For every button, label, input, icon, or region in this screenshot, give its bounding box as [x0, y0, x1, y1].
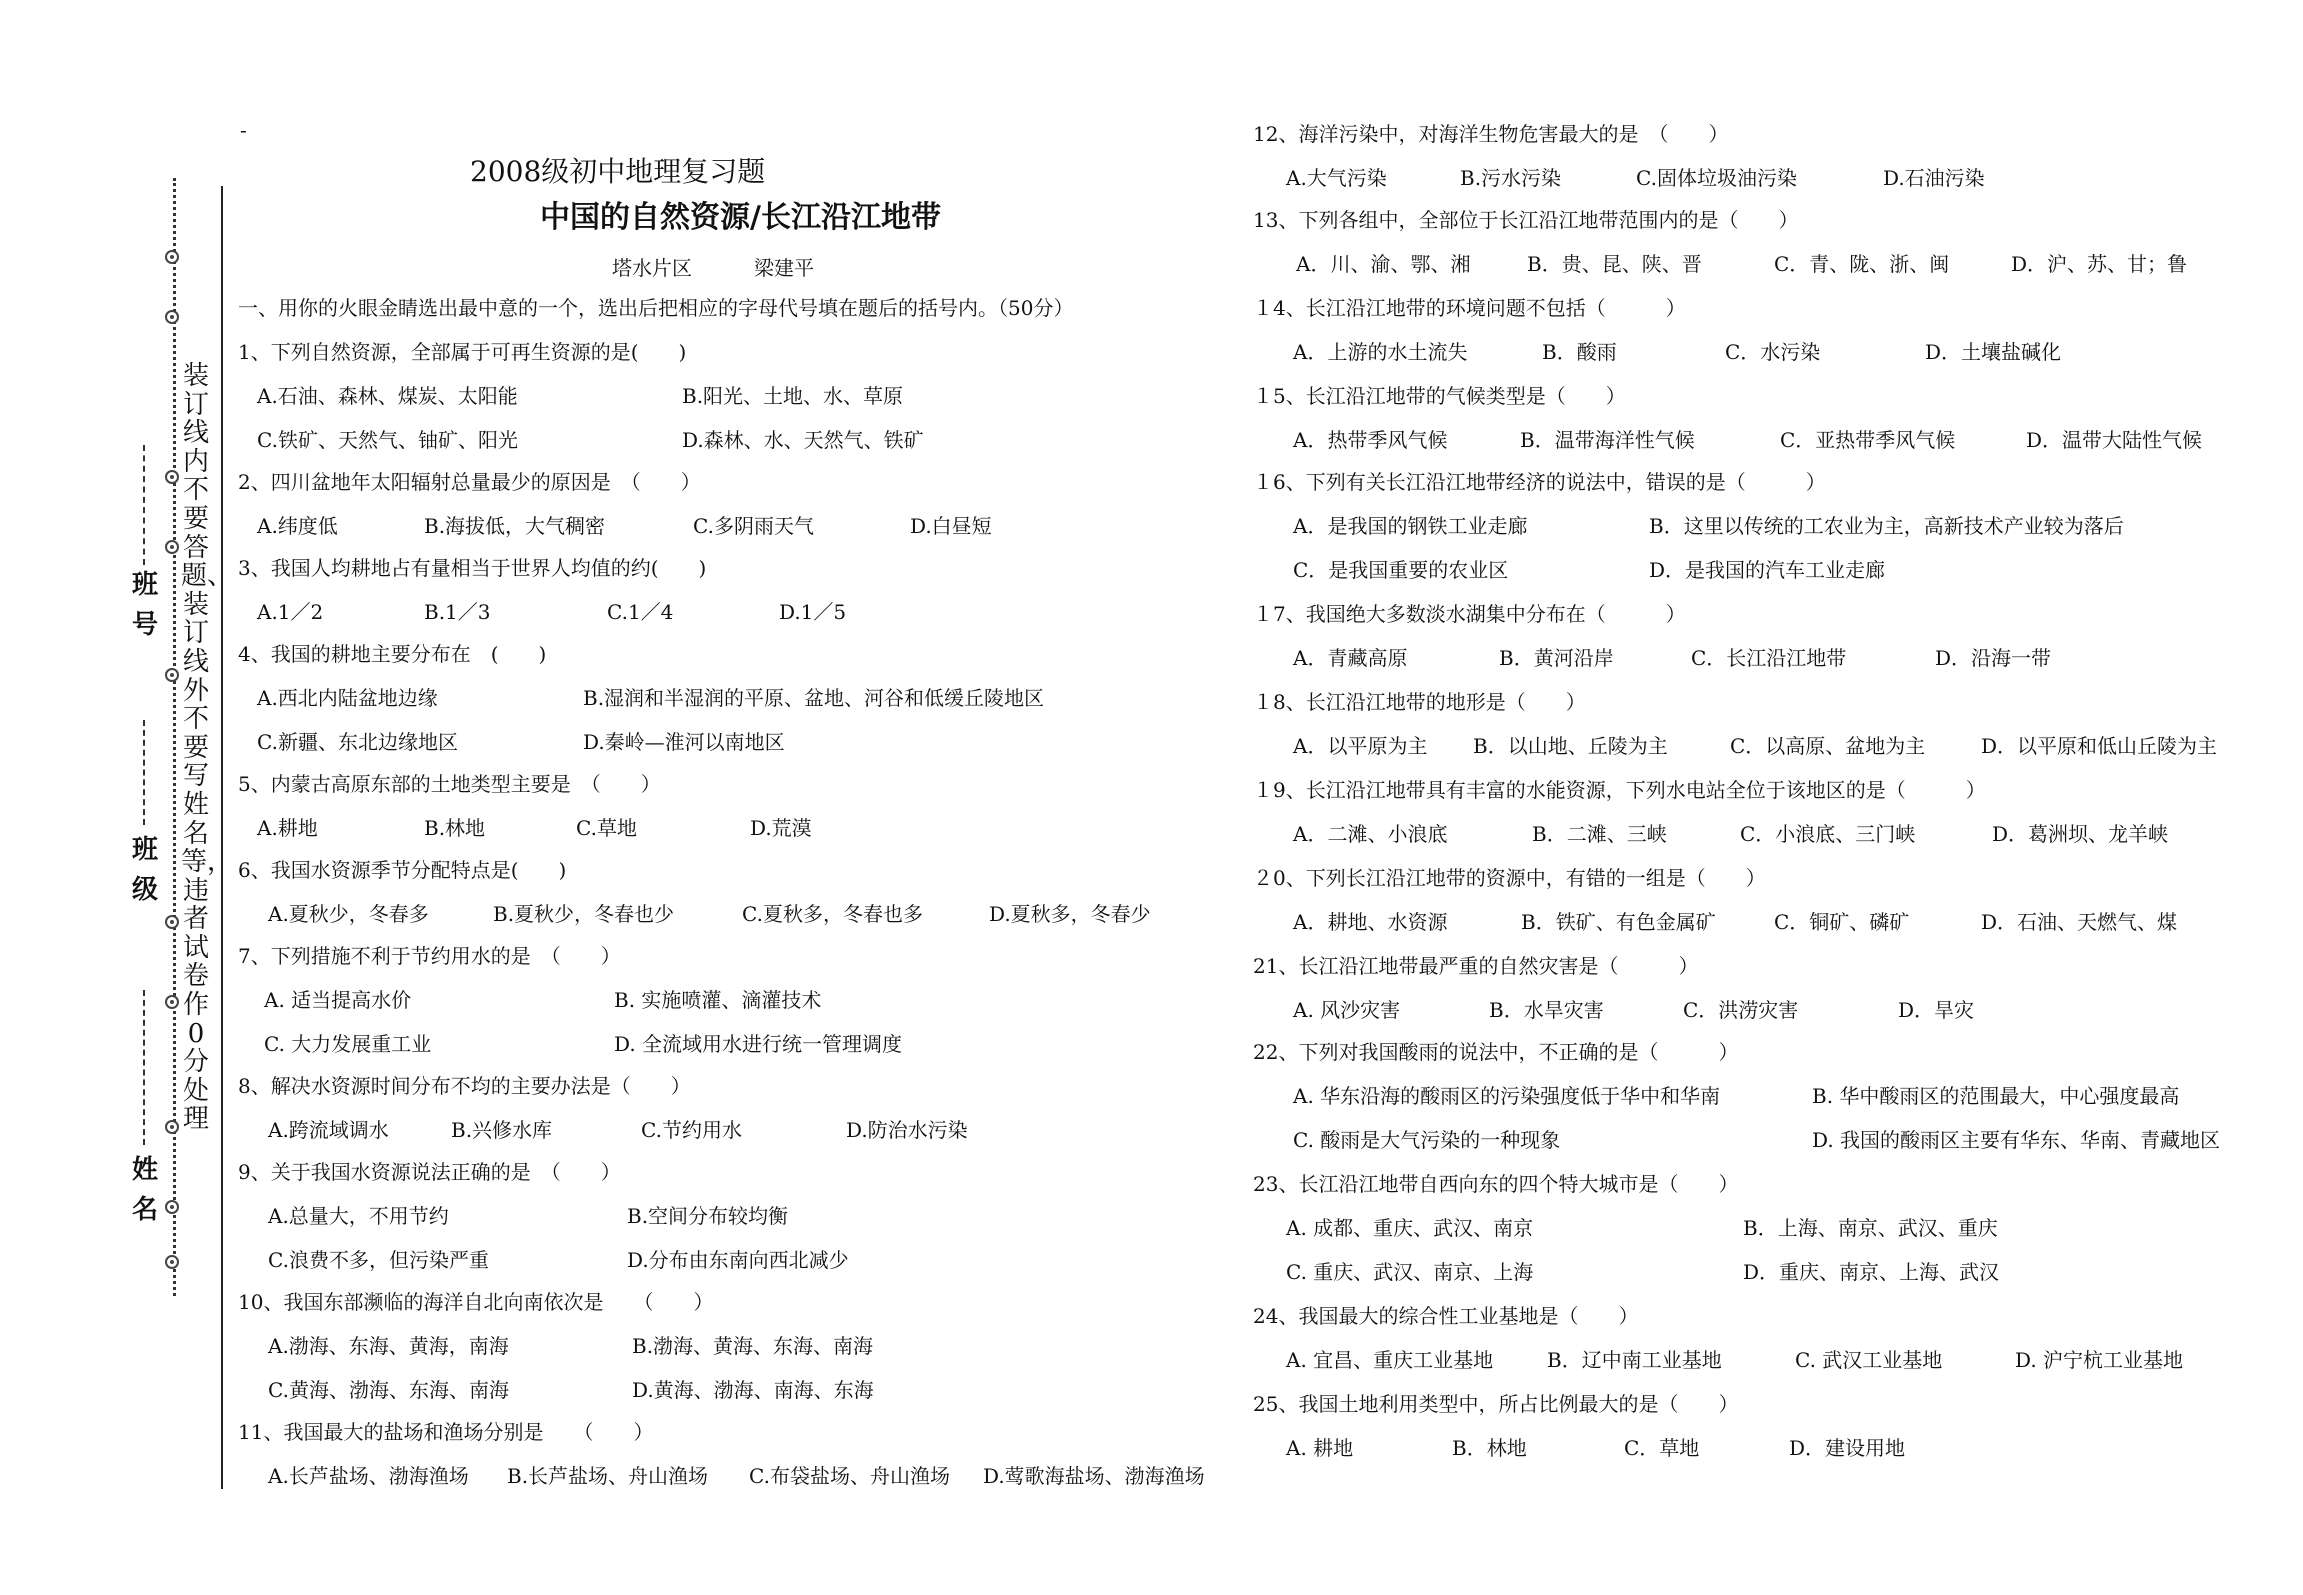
option: D.夏秋多，冬春少 [989, 902, 1151, 926]
option: A. 华东沿海的酸雨区的污染强度低于华中和华南 [1293, 1084, 1721, 1108]
binding-hole-icon [165, 1200, 179, 1214]
option: B.兴修水库 [451, 1118, 553, 1142]
option: D．葛洲坝、龙羊峡 [1992, 822, 2169, 846]
binding-hole-icon [165, 540, 179, 554]
question: 6、我国水资源季节分配特点是( ) [238, 858, 567, 882]
option: C.1／4 [607, 600, 674, 624]
option: B．酸雨 [1542, 340, 1617, 364]
option: D．沪、苏、甘；鲁 [2011, 252, 2188, 276]
option: B．上海、南京、武汉、重庆 [1743, 1216, 1998, 1240]
page-subtitle: 中国的自然资源/长江沿江地带 [540, 200, 941, 235]
option: A. 风沙灾害 [1293, 998, 1401, 1022]
option: C．是我国重要的农业区 [1293, 558, 1509, 582]
option: B．辽中南工业基地 [1547, 1348, 1722, 1372]
section-heading: 一、用你的火眼金睛选出最中意的一个，选出后把相应的字母代号填在题后的括号内。（50分） [238, 296, 1074, 320]
question: １4、长江沿江地带的环境问题不包括（ ） [1253, 296, 1686, 320]
option: B.湿润和半湿润的平原、盆地、河谷和低缓丘陵地区 [583, 686, 1045, 710]
option: A.跨流域调水 [268, 1118, 389, 1142]
question: １8、长江沿江地带的地形是（ ） [1253, 690, 1586, 714]
option: D．石油、天燃气、煤 [1981, 910, 2178, 934]
option: B．林地 [1452, 1436, 1527, 1460]
option: C.铁矿、天然气、铀矿、阳光 [257, 428, 518, 452]
option: C. 大力发展重工业 [264, 1032, 432, 1056]
option: D．以平原和低山丘陵为主 [1981, 734, 2218, 758]
question: 25、我国土地利用类型中，所占比例最大的是（ ） [1253, 1392, 1739, 1416]
option: C.多阴雨天气 [693, 514, 814, 538]
option: A．是我国的钢铁工业走廊 [1293, 514, 1528, 538]
question: １9、长江沿江地带具有丰富的水能资源，下列水电站全位于该地区的是（ ） [1253, 778, 1986, 802]
option: D.石油污染 [1883, 166, 1985, 190]
option: B．黄河沿岸 [1499, 646, 1614, 670]
option: C.新疆、东北边缘地区 [257, 730, 458, 754]
option: B．温带海洋性气候 [1520, 428, 1695, 452]
option: D．土壤盐碱化 [1925, 340, 2062, 364]
name-fill-line [143, 990, 145, 1145]
option: C．洪涝灾害 [1683, 998, 1799, 1022]
option: A.渤海、东海、黄海，南海 [268, 1334, 509, 1358]
option: D.分布由东南向西北减少 [627, 1248, 849, 1272]
option: B. 实施喷灌、滴灌技术 [614, 988, 822, 1012]
option: B.1／3 [424, 600, 491, 624]
option: A.西北内陆盆地边缘 [257, 686, 438, 710]
option: A．川、渝、鄂、湘 [1296, 252, 1471, 276]
question: 12、海洋污染中，对海洋生物危害最大的是 （ ） [1253, 122, 1729, 146]
option: D.防治水污染 [846, 1118, 968, 1142]
option: C．小浪底、三门峡 [1740, 822, 1916, 846]
option: B.长芦盐场、舟山渔场 [507, 1464, 709, 1488]
binding-hole-icon [165, 995, 179, 1009]
option: A.总量大，不用节约 [268, 1204, 449, 1228]
option: A. 耕地 [1286, 1436, 1354, 1460]
option: D．重庆、南京、上海、武汉 [1743, 1260, 2000, 1284]
option: D.森林、水、天然气、铁矿 [682, 428, 924, 452]
option: C．青、陇、浙、闽 [1774, 252, 1950, 276]
option: A.长芦盐场、渤海渔场 [268, 1464, 469, 1488]
option: A．二滩、小浪底 [1293, 822, 1448, 846]
question: １5、长江沿江地带的气候类型是（ ） [1253, 384, 1626, 408]
label-class-number: 班号 [131, 570, 158, 640]
option: C.布袋盐场、舟山渔场 [749, 1464, 950, 1488]
option: C.浪费不多，但污染严重 [268, 1248, 489, 1272]
option: C．以高原、盆地为主 [1730, 734, 1926, 758]
option: A.耕地 [257, 816, 318, 840]
option: B.污水污染 [1460, 166, 1562, 190]
option: A．以平原为主 [1293, 734, 1428, 758]
author: 梁建平 [754, 256, 814, 280]
option: A.夏秋少，冬春多 [268, 902, 429, 926]
option: B．这里以传统的工农业为主，高新技术产业较为落后 [1649, 514, 2124, 538]
option: B. 华中酸雨区的范围最大，中心强度最高 [1812, 1084, 2180, 1108]
option: C. 武汉工业基地 [1795, 1348, 1943, 1372]
binding-hole-icon [165, 668, 179, 682]
option: B.空间分布较均衡 [627, 1204, 789, 1228]
option: C.夏秋多，冬春也多 [742, 902, 923, 926]
label-name: 姓名 [131, 1155, 158, 1225]
option: B．以山地、丘陵为主 [1473, 734, 1668, 758]
question: 24、我国最大的综合性工业基地是（ ） [1253, 1304, 1639, 1328]
question: 22、下列对我国酸雨的说法中，不正确的是（ ） [1253, 1040, 1739, 1064]
option: C.固体垃圾油污染 [1636, 166, 1797, 190]
page-title: 2008级初中地理复习题 [470, 155, 766, 188]
option: D．旱灾 [1898, 998, 1975, 1022]
option: C．水污染 [1725, 340, 1821, 364]
option: D.白昼短 [910, 514, 992, 538]
option: D. 我国的酸雨区主要有华东、华南、青藏地区 [1812, 1128, 2221, 1152]
binding-hole-icon [165, 250, 179, 264]
question: ２0、下列长江沿江地带的资源中，有错的一组是（ ） [1253, 866, 1766, 890]
option: D.荒漠 [750, 816, 812, 840]
option: B.渤海、黄海、东海、南海 [632, 1334, 874, 1358]
option: A．热带季风气候 [1293, 428, 1448, 452]
option: D.莺歌海盐场、渤海渔场 [983, 1464, 1205, 1488]
option: C．长江沿江地带 [1691, 646, 1847, 670]
question: 1、下列自然资源，全部属于可再生资源的是( ) [238, 340, 687, 364]
option: C.节约用水 [641, 1118, 742, 1142]
binding-hole-icon [165, 470, 179, 484]
option: C．铜矿、磷矿 [1774, 910, 1910, 934]
district: 塔水片区 [612, 256, 692, 280]
option: A.石油、森林、煤炭、太阳能 [257, 384, 518, 408]
question: 4、我国的耕地主要分布在 ( ) [238, 642, 547, 666]
option: C. 酸雨是大气污染的一种现象 [1293, 1128, 1561, 1152]
option: C.草地 [576, 816, 637, 840]
binding-hole-icon [165, 310, 179, 324]
option: A.纬度低 [257, 514, 338, 538]
question: 21、长江沿江地带最严重的自然灾害是（ ） [1253, 954, 1699, 978]
question: 7、下列措施不利于节约用水的是 （ ） [238, 944, 621, 968]
option: A. 宜昌、重庆工业基地 [1286, 1348, 1494, 1372]
option: A.1／2 [257, 600, 324, 624]
option: A. 成都、重庆、武汉、南京 [1286, 1216, 1534, 1240]
option: B.阳光、土地、水、草原 [682, 384, 904, 408]
option: C.黄海、渤海、东海、南海 [268, 1378, 509, 1402]
option: B．二滩、三峡 [1532, 822, 1667, 846]
question: 13、下列各组中，全部位于长江沿江地带范围内的是（ ） [1253, 208, 1799, 232]
question: １7、我国绝大多数淡水湖集中分布在（ ） [1253, 602, 1686, 626]
option: A. 适当提高水价 [264, 988, 412, 1012]
option: D.1／5 [779, 600, 847, 624]
question: 8、解决水资源时间分布不均的主要办法是（ ） [238, 1074, 691, 1098]
option: A．青藏高原 [1293, 646, 1408, 670]
option: B．水旱灾害 [1489, 998, 1604, 1022]
option: D．沿海一带 [1935, 646, 2052, 670]
question: 10、我国东部濒临的海洋自北向南依次是 （ ） [238, 1290, 714, 1314]
option: D．是我国的汽车工业走廊 [1649, 558, 1886, 582]
question: 23、长江沿江地带自西向东的四个特大城市是（ ） [1253, 1172, 1739, 1196]
option: B．铁矿、有色金属矿 [1521, 910, 1716, 934]
option: C. 重庆、武汉、南京、上海 [1286, 1260, 1534, 1284]
dash-mark: - [240, 118, 247, 142]
binding-hole-icon [165, 915, 179, 929]
question: 11、我国最大的盐场和渔场分别是 （ ） [238, 1420, 654, 1444]
question: 2、四川盆地年太阳辐射总量最少的原因是 （ ） [238, 470, 701, 494]
option: D. 沪宁杭工业基地 [2015, 1348, 2184, 1372]
class-fill-line [143, 720, 145, 825]
question: 3、我国人均耕地占有量相当于世界人均值的约( ) [238, 556, 707, 580]
option: A．上游的水土流失 [1293, 340, 1468, 364]
binding-hole-icon [165, 1120, 179, 1134]
option: A.大气污染 [1286, 166, 1387, 190]
option: D. 全流域用水进行统一管理调度 [614, 1032, 903, 1056]
number-fill-line [143, 445, 145, 565]
option: D.秦岭—淮河以南地区 [583, 730, 785, 754]
option: C．亚热带季风气候 [1780, 428, 1956, 452]
option: D．温带大陆性气候 [2026, 428, 2203, 452]
binding-notice: 装订线内不要答题、装订线外不要写姓名等，违者试卷作0分处理 [181, 361, 234, 1135]
option: B.林地 [424, 816, 486, 840]
option: B．贵、昆、陕、晋 [1527, 252, 1702, 276]
option: C．草地 [1624, 1436, 1700, 1460]
binding-line [221, 186, 223, 1489]
option: A．耕地、水资源 [1293, 910, 1448, 934]
question: 9、关于我国水资源说法正确的是 （ ） [238, 1160, 621, 1184]
option: D．建设用地 [1789, 1436, 1906, 1460]
option: D.黄海、渤海、南海、东海 [632, 1378, 874, 1402]
label-class: 班级 [131, 835, 158, 905]
question: 5、内蒙古高原东部的土地类型主要是 （ ） [238, 772, 661, 796]
option: B.夏秋少，冬春也少 [493, 902, 675, 926]
binding-hole-icon [165, 1255, 179, 1269]
option: B.海拔低，大气稠密 [424, 514, 606, 538]
question: １6、下列有关长江沿江地带经济的说法中，错误的是（ ） [1253, 470, 1826, 494]
